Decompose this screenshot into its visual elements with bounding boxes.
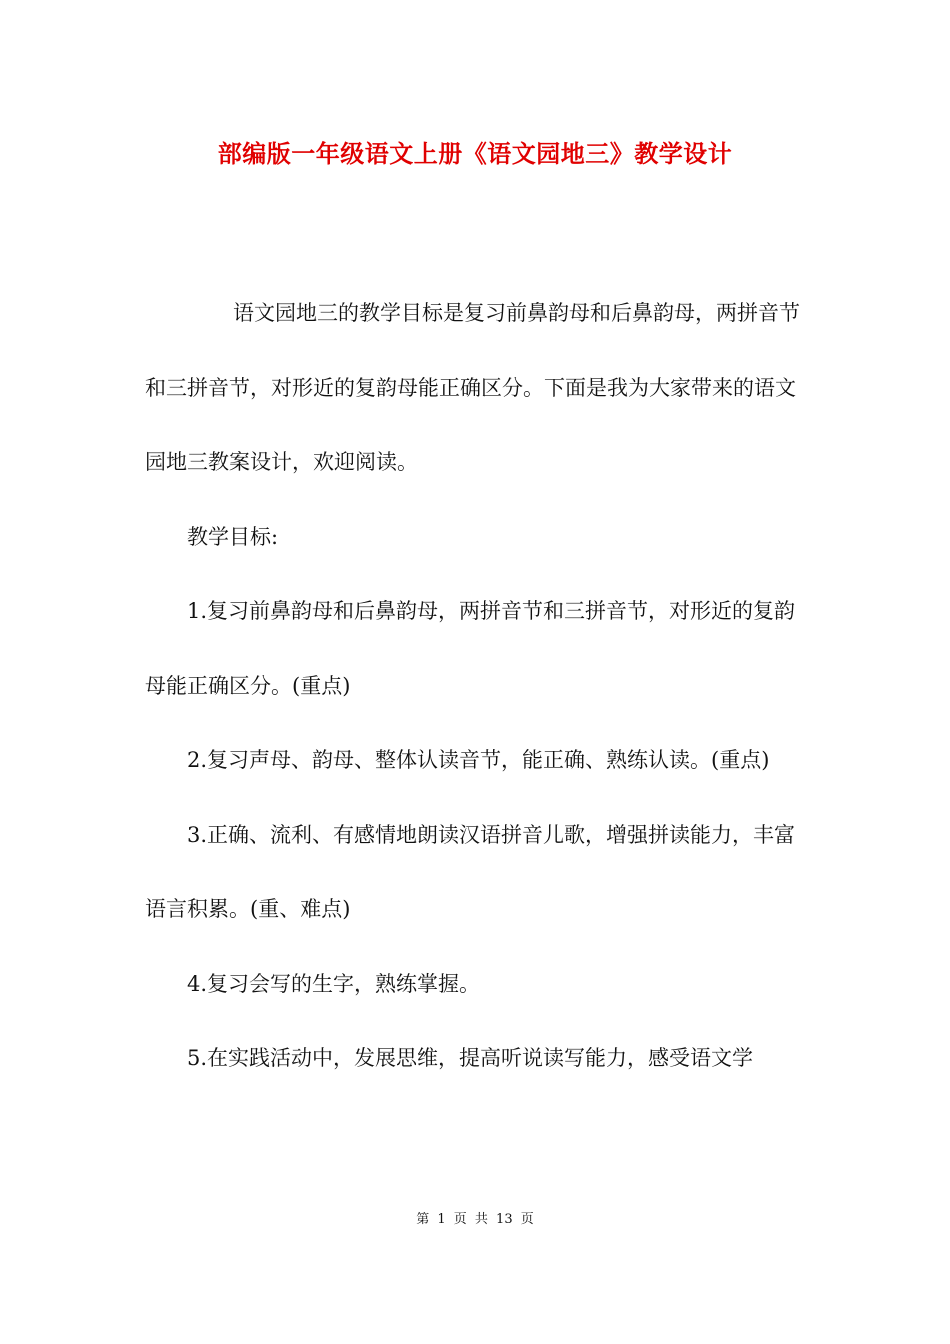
objective-item-5: 5.在实践活动中，发展思维，提高听说读写能力，感受语文学: [187, 1046, 754, 1070]
objective-item-1: 1.复习前鼻韵母和后鼻韵母，两拼音节和三拼音节，对形近的复韵母能正确区分。(重点): [145, 599, 796, 698]
page-number-footer: 第 1 页 共 13 页: [416, 1212, 534, 1227]
objective-item-4: 4.复习会写的生字，熟练掌握。: [187, 971, 481, 996]
objective-item-3: 3.正确、流利、有感情地朗读汉语拼音儿歌，增强拼读能力，丰富语言积累。(重、难点): [145, 822, 796, 921]
document-body: [145, 276, 807, 1096]
objective-item-2: 2.复习声母、韵母、整体认读音节，能正确、熟练认读。(重点): [187, 748, 770, 772]
objectives-heading: 教学目标:: [187, 524, 279, 549]
page-title: 部编版一年级语文上册《语文园地三》教学设计: [217, 139, 733, 168]
intro-paragraph: 语文园地三的教学目标是复习前鼻韵母和后鼻韵母，两拼音节和三拼音节，对形近的复韵母能正确区分。下面是我为大家带来的语文园地三教案设计，欢迎阅读。: [145, 301, 800, 474]
